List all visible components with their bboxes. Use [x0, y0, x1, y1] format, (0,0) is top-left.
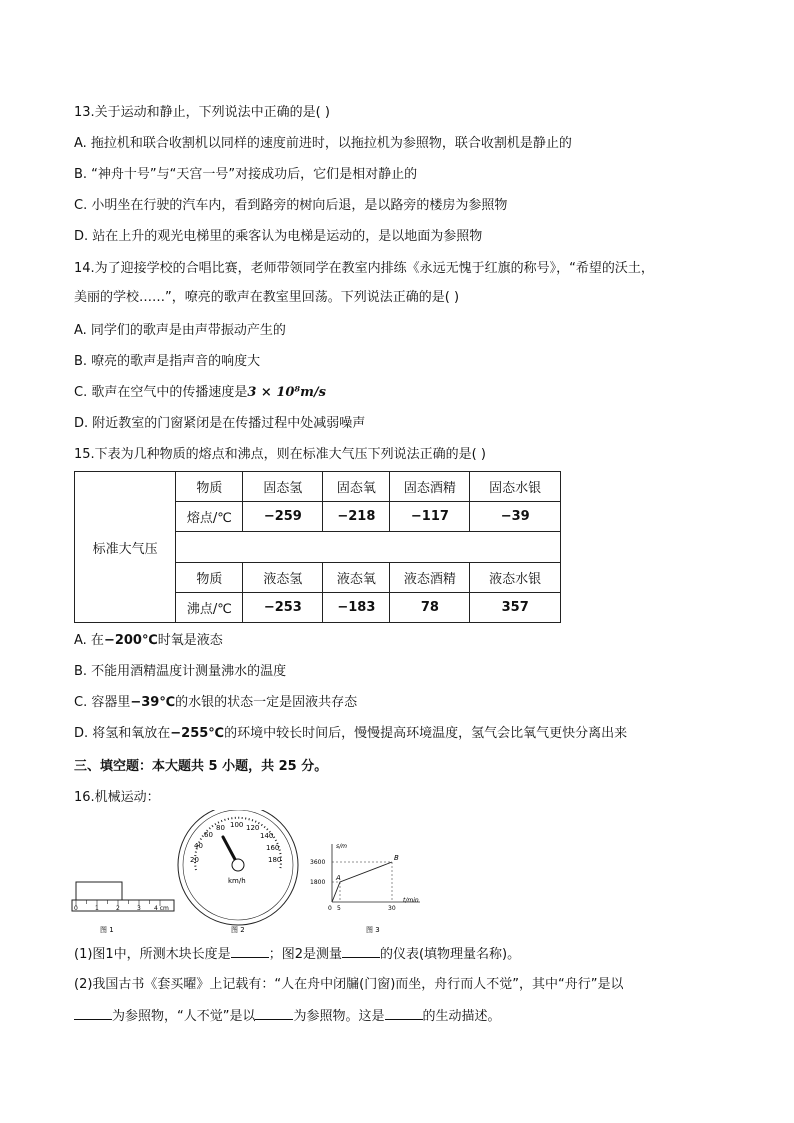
speedo-tick-label: 120 [246, 824, 260, 832]
speedo-tick-label: 20 [190, 856, 199, 864]
melt-value-cell: −259 [243, 502, 323, 532]
ruler-tick-label: 1 [95, 905, 99, 912]
q16-part2-b: 为参照物。这是 [293, 1009, 385, 1024]
melt-value-cell: −39 [470, 502, 561, 532]
q13-option-c: C. 小明坐在行驶的汽车内，看到路旁的树向后退，是以路旁的楼房为参照物 [74, 198, 508, 213]
melt-value-cell: 熔点/℃ [176, 502, 243, 532]
q14-option-c [74, 384, 326, 402]
fig2-speedometer-group [178, 810, 298, 934]
graph-xtick: 0 [328, 905, 332, 912]
ruler-tick-label: 3 [137, 905, 141, 912]
q15-option-d-suffix: 的环境中较长时间后，慢慢提高环境温度，氢气会比氧气更快分离出来 [224, 726, 628, 741]
ruler-tick-label: 4 cm [154, 905, 169, 912]
table-spacer-row [176, 532, 561, 562]
q15-option-c-temp: −39℃ [130, 695, 176, 710]
boil-value-cell: −183 [323, 592, 390, 622]
q14-option-c-math: 3 × 10⁸m/s [247, 385, 326, 400]
q14-option-d: D. 附近教室的门窗紧闭是在传播过程中处减弱噪声 [74, 416, 366, 431]
melt-header-cell: 固态水银 [470, 472, 561, 502]
answer-blank[interactable] [74, 1007, 112, 1020]
boil-header-cell: 物质 [176, 562, 243, 592]
q15-option-c-suffix: 的水银的状态一定是固液共存态 [175, 695, 358, 710]
q16-part1-a: (1)图1中，所测木块长度是 [74, 947, 231, 962]
boil-value-cell: 沸点/℃ [176, 592, 243, 622]
graph-xtick: 5 [337, 905, 341, 912]
answer-blank[interactable] [342, 945, 380, 958]
graph-x-label: t/min [403, 897, 419, 904]
boil-value-cell: −253 [243, 592, 323, 622]
q15-option-d [74, 725, 627, 743]
q16-part2-line1: (2)我国古书《套买曜》上记载有：“人在舟中闭牖(门窗)而坐，舟行而人不觉”，其中“舟行”是以 [74, 977, 624, 992]
q15-option-a-prefix: A. 在 [74, 633, 104, 648]
q16-part1-c: 的仪表(填物理量名称)。 [379, 947, 521, 962]
graph-y-label: s/m [336, 843, 347, 850]
q16-part2-line2 [74, 1007, 501, 1026]
fig3-caption: 图 3 [366, 926, 380, 934]
melt-value-cell: −218 [323, 502, 390, 532]
speedo-tick-label: 180 [268, 856, 282, 864]
boil-value-cell: 78 [390, 592, 470, 622]
q14-stem-line2: 美丽的学校……”，嘹亮的歌声在教室里回荡。下列说法正确的是( ) [74, 290, 460, 305]
q15-option-c-prefix: C. 容器里 [74, 695, 131, 710]
q13-option-d: D. 站在上升的观光电梯里的乘客认为电梯是运动的，是以地面为参照物 [74, 229, 483, 244]
speedo-tick-label: 40 [194, 842, 203, 850]
q16-stem: 16.机械运动： [74, 790, 160, 805]
ruler-tick-label: 0 [74, 905, 78, 912]
q16-part1 [74, 945, 520, 964]
boil-value-cell: 357 [470, 592, 561, 622]
graph-xtick: 30 [388, 905, 396, 912]
q15-option-b: B. 不能用酒精温度计测量沸水的温度 [74, 664, 287, 679]
wood-block [76, 882, 122, 900]
speedo-unit: km/h [228, 877, 246, 885]
q16-figures [70, 810, 440, 940]
fig3-graph-group [310, 843, 420, 934]
q15-option-a [74, 632, 223, 650]
answer-blank[interactable] [385, 1007, 423, 1020]
q15-option-a-suffix: 时氧是液态 [157, 633, 223, 648]
melt-value-cell: −117 [390, 502, 470, 532]
melt-header-cell: 固态氧 [323, 472, 390, 502]
speedo-tick-label: 160 [266, 844, 280, 852]
q16-part2-c: 的生动描述。 [422, 1009, 501, 1024]
fig1-ruler-group [72, 882, 174, 934]
graph-ytick: 3600 [310, 859, 326, 866]
speedo-tick-label: 60 [204, 831, 213, 839]
graph-point-b: B [394, 854, 399, 862]
table-row-header: 标准大气压 [75, 472, 176, 623]
speedo-tick-label: 140 [260, 832, 274, 840]
q16-part1-b: ；图2是测量 [268, 947, 342, 962]
q15-option-d-prefix: D. 将氢和氧放在 [74, 726, 171, 741]
q15-option-c [74, 694, 357, 712]
ruler-tick-label: 2 [116, 905, 120, 912]
q15-option-d-temp: −255℃ [170, 726, 225, 741]
q15-stem: 15.下表为几种物质的熔点和沸点，则在标准大气压下列说法正确的是( ) [74, 447, 486, 462]
q13-stem: 13.关于运动和静止，下列说法中正确的是( ) [74, 105, 330, 120]
graph-ytick: 1800 [310, 879, 326, 886]
graph-point-a: A [336, 874, 341, 882]
melt-header-cell: 固态氢 [243, 472, 323, 502]
q14-stem-line1: 14.为了迎接学校的合唱比赛，老师带领同学在教室内排练《永远无愧于红旗的称号》，“希望的沃土， [74, 261, 654, 276]
melting-boiling-table [74, 471, 561, 623]
answer-blank[interactable] [255, 1007, 293, 1020]
fig2-caption: 图 2 [231, 926, 245, 934]
speedo-tick-label: 80 [216, 824, 225, 832]
q13-option-b: B. “神舟十号”与“天宫一号”对接成功后，它们是相对静止的 [74, 167, 418, 182]
section-3-title: 三、填空题：本大题共 5 小题，共 25 分。 [74, 759, 328, 774]
melt-header-cell: 物质 [176, 472, 243, 502]
graph-line [332, 862, 392, 902]
q15-option-a-temp: −200℃ [103, 633, 158, 648]
q13-option-a: A. 拖拉机和联合收割机以同样的速度前进时，以拖拉机为参照物，联合收割机是静止的 [74, 136, 572, 151]
melt-header-cell: 固态酒精 [390, 472, 470, 502]
speedo-tick-label: 100 [230, 821, 244, 829]
fig1-caption: 图 1 [100, 926, 114, 934]
boil-header-cell: 液态氧 [323, 562, 390, 592]
boil-header-cell: 液态水银 [470, 562, 561, 592]
boil-header-cell: 液态氢 [243, 562, 323, 592]
q14-option-b: B. 嘹亮的歌声是指声音的响度大 [74, 354, 261, 369]
q16-part2-a: 为参照物，“人不觉”是以 [112, 1009, 256, 1024]
q14-option-a: A. 同学们的歌声是由声带振动产生的 [74, 323, 286, 338]
q14-option-c-text: C. 歌声在空气中的传播速度是 [74, 385, 248, 400]
boil-header-cell: 液态酒精 [390, 562, 470, 592]
answer-blank[interactable] [231, 945, 269, 958]
needle-hub [232, 859, 244, 871]
